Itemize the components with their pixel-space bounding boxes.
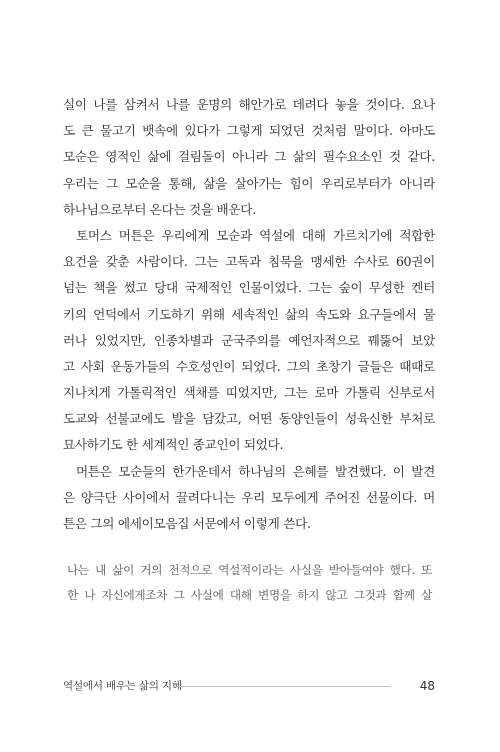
body-line: 하나님으로부터 온다는 것을 배운다. xyxy=(63,201,256,217)
block-quote xyxy=(67,558,432,607)
body-line: 도 큰 물고기 뱃속에 있다가 그렇게 되었던 것처럼 말이다. 아마도 xyxy=(63,123,435,139)
quote-line: 한 나 자신에게조차 그 사실에 대해 변명을 하지 않고 그것과 함께 살 xyxy=(67,587,432,602)
body-line: 우리는 그 모순을 통해, 삶을 살아가는 힘이 우리로부터가 아니라 xyxy=(63,175,435,191)
quote-line: 나는 내 삶이 거의 전적으로 역설적이라는 사실을 받아들여야 했다. 또 xyxy=(67,563,432,577)
body-line: 지나치게 가톨릭적인 색채를 띠었지만, 그는 로마 가톨릭 신부로서 xyxy=(63,385,435,401)
footer-divider xyxy=(173,686,391,687)
body-line: 머튼은 모순들의 한가운데서 하나님의 은혜를 발견했다. 이 발견 xyxy=(76,463,435,479)
page-footer xyxy=(63,676,435,696)
body-line: 고 사회 운동가들의 수호성인이 되었다. 그의 초창기 글들은 때때로 xyxy=(63,358,435,374)
body-line: 토머스 머튼은 우리에게 모순과 역설에 대해 가르치기에 적합한 xyxy=(76,227,435,243)
page-number: 48 xyxy=(419,679,435,693)
body-line: 러나 있었지만, 인종차별과 군국주의를 예언자적으로 꿰뚫어 보았 xyxy=(63,332,435,348)
body-line: 도교와 선불교에도 발을 담갔고, 어떤 동양인들이 성육신한 부처로 xyxy=(63,411,435,427)
body-text xyxy=(63,92,435,537)
body-line: 넘는 책을 썼고 당대 국제적인 인물이었다. 그는 숲이 무성한 켄터 xyxy=(63,280,435,296)
body-line: 요건을 갖춘 사람이다. 그는 고독과 침묵을 맹세한 수사로 60권이 xyxy=(63,254,435,270)
body-line: 실이 나를 삼켜서 나를 운명의 해안가로 데려다 놓을 것이다. 요나 xyxy=(63,97,435,112)
body-line: 묘사하기도 한 세계적인 종교인이 되었다. xyxy=(63,437,284,453)
body-line: 모순은 영적인 삶에 걸림돌이 아니라 그 삶의 필수요소인 것 같다. xyxy=(63,149,435,165)
body-line: 은 양극단 사이에서 끌려다니는 우리 모두에게 주어진 선물이다. 머 xyxy=(63,489,435,505)
body-line: 튼은 그의 에세이모음집 서문에서 이렇게 쓴다. xyxy=(63,516,311,531)
running-title: 역설에서 배우는 삶의 지혜 xyxy=(63,680,182,692)
body-line: 키의 언덕에서 기도하기 위해 세속적인 삶의 속도와 요구들에서 물 xyxy=(63,306,435,322)
